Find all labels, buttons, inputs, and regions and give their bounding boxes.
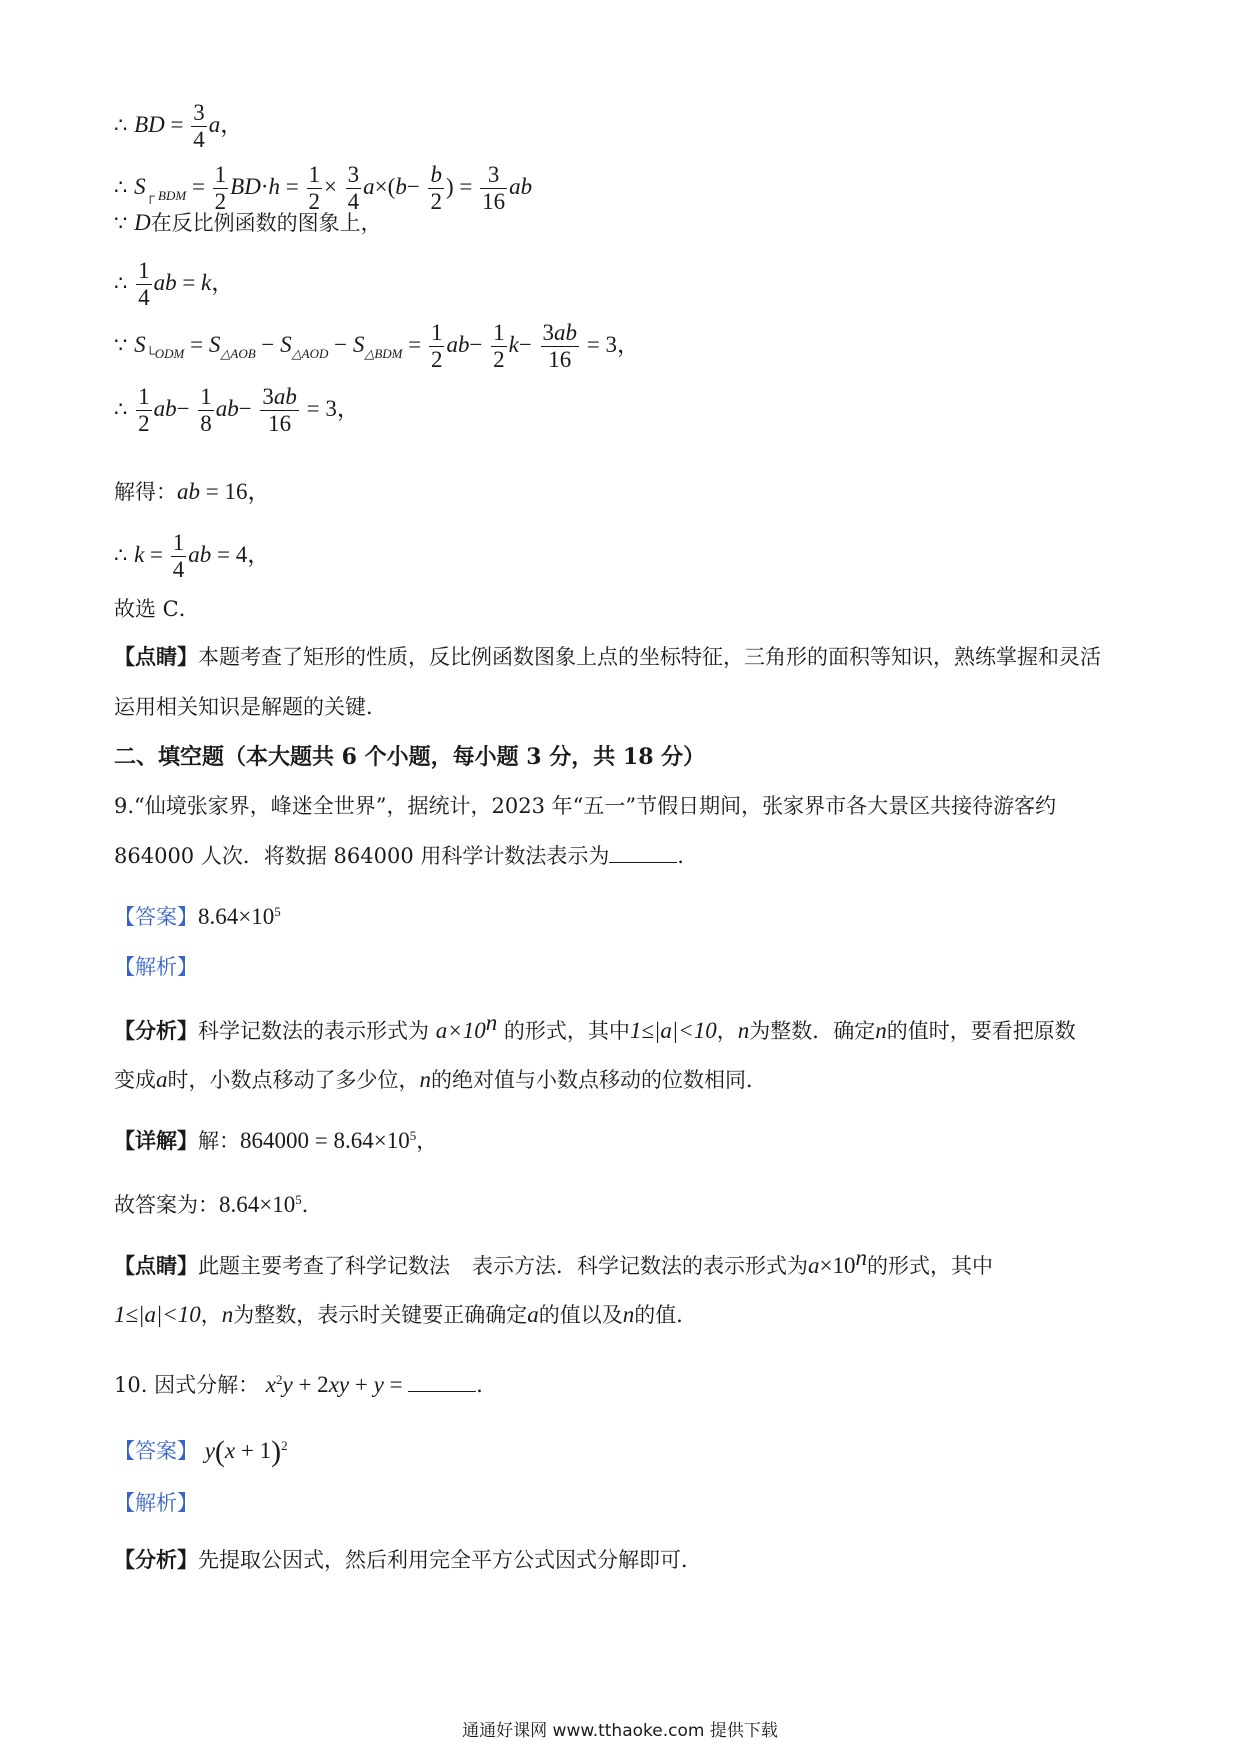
step-text: 在反比例函数的图象上， xyxy=(150,211,382,235)
step-solve: 解得：ab = 16， xyxy=(114,479,271,504)
step-d-on-curve xyxy=(114,208,382,238)
step-equation: ∴ $\frac{1}{2}$ ab− $\frac{1}{8}$ ab− $\frac{3ab}{16}$ = 3， xyxy=(114,384,360,436)
q9-dianjing-line2: 1≤|a|<10，n为整数，表示时关键要正确确定a的值以及n的值． xyxy=(114,1302,698,1327)
therefore-symbol: ∴ xyxy=(114,397,128,421)
math-expr: 864000 = 8.64×10 xyxy=(240,1128,410,1153)
answer-tag: 【答案】 xyxy=(114,905,198,929)
section-title-text: 二、填空题（本大题共 6 个小题，每小题 3 分，共 18 分） xyxy=(114,744,706,770)
q9-text: 9.“仙境张家界，峰迷全世界”，据统计，2023 年“五一”节假日期间，张家界市各大景区共接待游客约 xyxy=(114,794,1057,818)
footer-text: 通通好课网 www.tthaoke.com 提供下载 xyxy=(462,1721,778,1741)
jiexi-tag: 【解析】 xyxy=(114,955,198,979)
q9-answer xyxy=(114,897,281,932)
fenxi-text: ， xyxy=(716,1019,738,1043)
dianjing-text: 本题考查了矩形的性质，反比例函数图象上点的坐标特征，三角形的面积等知识，熟练掌握和灵活 xyxy=(198,645,1101,669)
dianjing-tag: 【点睛】 xyxy=(114,644,198,669)
step-area-bdm: ∴ $S_{┌ BDM}$ = $\frac{1}{2}$ BD·h = $\frac{1}{2}$ × $\frac{3}{4}$ a×(b− $\frac{b}{2}$ ) = $\frac{3}{16}$ ab xyxy=(114,162,533,214)
answer-value: 8.64×10 xyxy=(198,904,275,929)
q9-jiexi xyxy=(114,952,198,982)
answer-blank xyxy=(609,842,677,863)
step-text: 故选 C． xyxy=(114,597,200,621)
fenxi-text: 的值时，要看把原数 xyxy=(886,1019,1076,1043)
q9-xiangjie: 【详解】解：$864000 = 8.64\times 10^5$， xyxy=(114,1128,438,1153)
fenxi-text: 的形式，其中 xyxy=(503,1019,630,1043)
xiangjie-text: 解： xyxy=(198,1129,240,1153)
answer-blank xyxy=(408,1371,476,1392)
therefore-symbol: ∴ xyxy=(114,175,128,199)
step-area-odm: ∵ $S_{└ODM} = S_{\triangle AOB} - S_{\triangle AOD} - S_{\triangle BDM}$ = $\frac{1}{2}$ ab− $\frac{1}{2}$ k− $\frac{3ab}{16}$ = 3， xyxy=(114,320,641,372)
dianjing-tag: 【点睛】 xyxy=(114,1253,198,1278)
q9-stem-line2 xyxy=(114,841,698,871)
q9-fenxi: 【分析】科学记数法的表示形式为 $a\times 10^n$ 的形式，其中1≤|a|<10，n为整数．确定n的值时，要看把原数 xyxy=(114,1010,1076,1043)
dianjing-text: 表示方法．科学记数法的表示形式为 xyxy=(472,1254,808,1278)
dianjing-text: 运用相关知识是解题的关键． xyxy=(114,695,387,719)
fenxi-text: 时，小数点移动了多少位， xyxy=(167,1068,420,1092)
final-text: ． xyxy=(301,1193,323,1217)
math-expr: a×10 xyxy=(435,1018,486,1043)
q10-fenxi xyxy=(114,1545,702,1575)
xiangjie-text: ， xyxy=(416,1129,438,1153)
dianjing-text: 的形式，其中 xyxy=(866,1254,993,1278)
q9-dianjing: 【点睛】此题主要考查了科学记数法 表示方法．科学记数法的表示形式为$a\times 10^n$的形式，其中 xyxy=(114,1245,993,1278)
therefore-symbol: ∴ xyxy=(114,543,128,567)
step-k-value: ∴ k = $\frac{1}{4}$ ab = 4， xyxy=(114,530,271,582)
therefore-symbol: ∴ xyxy=(114,113,128,137)
final-text: 故答案为： xyxy=(114,1193,219,1217)
q10-answer: 【答案】 $y(x + 1)^2$ xyxy=(114,1435,288,1468)
xiangjie-tag: 【详解】 xyxy=(114,1128,198,1153)
q9-text: ． xyxy=(677,844,699,868)
q10-stem: 10. 因式分解： $x^2y + 2xy + y$ = ． xyxy=(114,1372,498,1397)
dianjing-1 xyxy=(114,642,1101,672)
because-symbol: ∵ xyxy=(114,333,128,357)
fenxi-text: 变成 xyxy=(114,1068,156,1092)
jiexi-tag: 【解析】 xyxy=(114,1491,198,1515)
fenxi-text: 先提取公因式，然后利用完全平方公式因式分解即可． xyxy=(198,1548,702,1572)
page-footer xyxy=(0,1716,1240,1741)
q10-jiexi xyxy=(114,1488,198,1518)
dianjing-1-line2 xyxy=(114,692,387,722)
math-expr: 8.64×10 xyxy=(219,1192,296,1217)
fenxi-tag: 【分析】 xyxy=(114,1547,198,1572)
fenxi-text: 为整数．确定 xyxy=(749,1019,876,1043)
step-choose xyxy=(114,594,200,624)
q9-fenxi-line2: 变成a时，小数点移动了多少位，n的绝对值与小数点移动的位数相同． xyxy=(114,1067,767,1092)
q9-final: 故答案为：$8.64\times 10^5$． xyxy=(114,1192,323,1217)
dianjing-text: 为整数，表示时关键要正确确定 xyxy=(233,1303,528,1327)
math-range: 1≤|a|<10 xyxy=(629,1018,717,1043)
answer-exponent: 5 xyxy=(274,904,281,919)
fraction: $\frac{3}{4}$ xyxy=(193,100,205,152)
q10-text: ． xyxy=(476,1373,498,1397)
point-d: D xyxy=(134,210,151,235)
q10-text: 10. 因式分解： xyxy=(114,1373,260,1397)
step-k: ∴ $\frac{1}{4}$ ab = k， xyxy=(114,258,235,310)
therefore-symbol: ∴ xyxy=(114,271,128,295)
dianjing-text: 此题主要考查了科学记数法 xyxy=(198,1254,450,1278)
section-title xyxy=(114,742,705,772)
fenxi-text: 科学记数法的表示形式为 xyxy=(198,1019,429,1043)
q9-stem xyxy=(114,791,1056,821)
dianjing-text: 的值以及 xyxy=(538,1303,623,1327)
dianjing-text: ， xyxy=(200,1303,222,1327)
q9-text: 864000 人次．将数据 864000 用科学计数法表示为 xyxy=(114,844,610,868)
math-var: n xyxy=(737,1018,750,1043)
step-text: 解得： xyxy=(114,480,177,504)
fenxi-text: 的绝对值与小数点移动的位数相同． xyxy=(431,1068,767,1092)
dianjing-text: 的值． xyxy=(634,1303,698,1327)
because-symbol: ∵ xyxy=(114,211,128,235)
fenxi-tag: 【分析】 xyxy=(114,1018,198,1043)
math-exponent: n xyxy=(485,1010,498,1035)
step-bd: ∴ BD = $\frac{3}{4}$ a， xyxy=(114,100,244,152)
answer-tag: 【答案】 xyxy=(114,1439,198,1463)
